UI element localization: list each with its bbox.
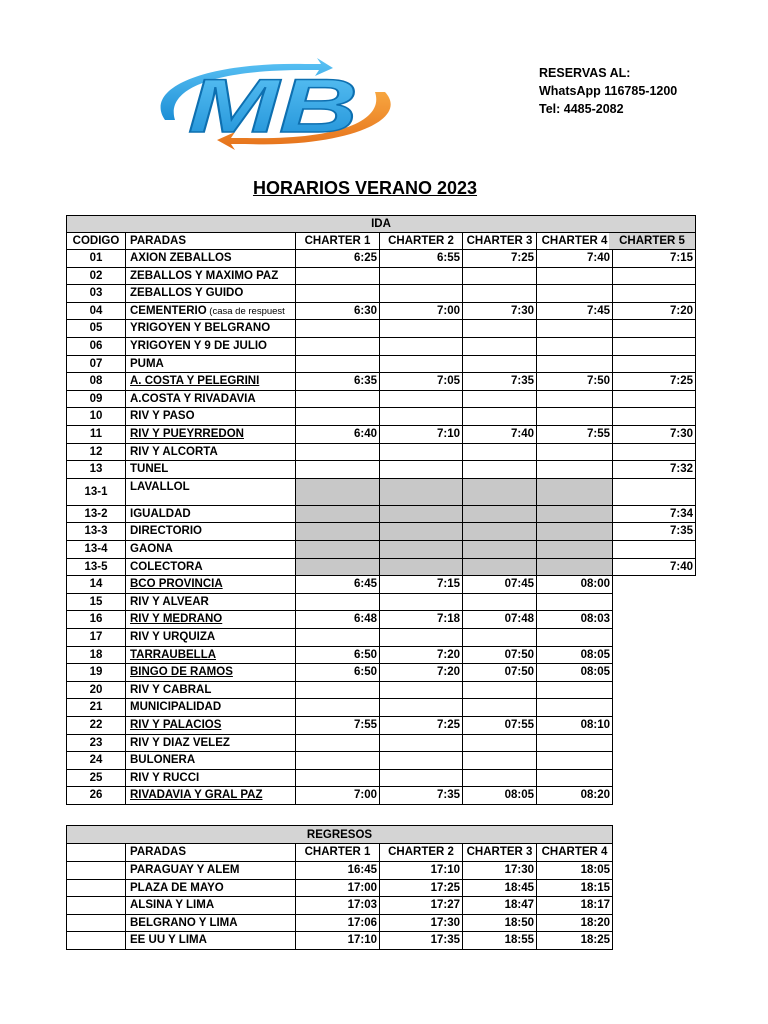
stop-name: BINGO DE RAMOS (130, 666, 233, 678)
ida-time-charter-3 (463, 391, 537, 408)
stop-name: ZEBALLOS Y MAXIMO PAZ (130, 270, 279, 282)
ida-code-cell: 13-3 (66, 523, 126, 541)
stop-name: COLECTORA (130, 561, 203, 573)
ida-time-charter-4 (537, 479, 613, 506)
ida-time-charter-2: 7:20 (380, 647, 463, 664)
regresos-blank-cell (66, 897, 126, 915)
ida-time-charter-1: 6:45 (296, 576, 380, 594)
regresos-section-label: REGRESOS (66, 825, 613, 844)
regresos-time-charter-3: 17:30 (463, 862, 537, 880)
regresos-stop-cell: ALSINA Y LIMA (126, 897, 296, 915)
ida-stop-cell (126, 268, 296, 285)
ida-code-cell: 09 (66, 391, 126, 408)
regresos-blank-cell (66, 880, 126, 897)
ida-time-charter-1 (296, 506, 380, 523)
ida-time-charter-2: 7:00 (380, 303, 463, 320)
ida-time-charter-3 (463, 408, 537, 426)
ida-time-charter-4 (537, 285, 613, 303)
ida-time-charter-4: 7:45 (537, 303, 613, 320)
ida-time-charter-3 (463, 479, 537, 506)
ida-time-charter-5: 7:35 (613, 523, 696, 541)
ida-time-charter-3 (463, 356, 537, 373)
stop-name: RIV Y RUCCI (130, 772, 200, 784)
ida-time-charter-1 (296, 594, 380, 611)
ida-time-charter-2 (380, 735, 463, 752)
ida-code-cell: 18 (66, 647, 126, 664)
ida-time-charter-3: 07:50 (463, 664, 537, 682)
ida-code-cell: 02 (66, 268, 126, 285)
ida-time-charter-5: 7:20 (613, 303, 696, 320)
regresos-blank-cell (66, 932, 126, 950)
ida-time-charter-1 (296, 479, 380, 506)
ida-time-charter-2 (380, 594, 463, 611)
ida-time-charter-1 (296, 559, 380, 576)
regresos-time-charter-4: 18:25 (537, 932, 613, 950)
ida-stop-cell (126, 320, 296, 338)
ida-time-charter-1 (296, 320, 380, 338)
ida-time-charter-5: 7:25 (613, 373, 696, 391)
stop-name: BULONERA (130, 754, 196, 766)
ida-time-charter-1 (296, 408, 380, 426)
ida-stop-cell (126, 699, 296, 717)
ida-code-cell: 24 (66, 752, 126, 770)
ida-stop-cell (126, 285, 296, 303)
regresos-header-charter-4: CHARTER 4 (537, 844, 613, 862)
ida-time-charter-2 (380, 320, 463, 338)
regresos-time-charter-4: 18:05 (537, 862, 613, 880)
ida-section-label: IDA (66, 215, 696, 233)
ida-time-charter-3 (463, 541, 537, 559)
stop-name: RIV Y DIAZ VELEZ (130, 737, 230, 749)
ida-stop-cell (126, 303, 296, 320)
ida-code-cell: 20 (66, 682, 126, 699)
ida-time-charter-2: 7:15 (380, 576, 463, 594)
ida-code-cell: 11 (66, 426, 126, 444)
ida-code-cell: 13-4 (66, 541, 126, 559)
ida-time-charter-1: 6:35 (296, 373, 380, 391)
ida-time-charter-3 (463, 523, 537, 541)
regresos-header-charter-2: CHARTER 2 (380, 844, 463, 862)
ida-stop-cell (126, 506, 296, 523)
ida-stop-cell (126, 682, 296, 699)
ida-time-charter-4: 08:05 (537, 647, 613, 664)
ida-stop-cell (126, 408, 296, 426)
regresos-stop-cell: PLAZA DE MAYO (126, 880, 296, 897)
ida-stop-cell (126, 611, 296, 629)
ida-time-charter-2: 7:10 (380, 426, 463, 444)
ida-stop-cell (126, 541, 296, 559)
ida-stop-cell (126, 426, 296, 444)
ida-code-cell: 16 (66, 611, 126, 629)
ida-stop-cell (126, 629, 296, 647)
regresos-time-charter-3: 18:55 (463, 932, 537, 950)
ida-code-cell: 14 (66, 576, 126, 594)
ida-time-charter-4 (537, 594, 613, 611)
ida-time-charter-3: 7:35 (463, 373, 537, 391)
ida-time-charter-5: 7:34 (613, 506, 696, 523)
ida-time-charter-2 (380, 444, 463, 461)
ida-time-charter-1 (296, 770, 380, 787)
stop-name: YRIGOYEN Y 9 DE JULIO (130, 340, 267, 352)
regresos-time-charter-2: 17:30 (380, 915, 463, 932)
ida-time-charter-2: 7:35 (380, 787, 463, 805)
stop-note: (casa de respuest (206, 306, 285, 317)
ida-header-charter-5: CHARTER 5 (609, 233, 696, 250)
ida-code-cell: 05 (66, 320, 126, 338)
ida-stop-cell (126, 770, 296, 787)
regresos-stop-cell: PARAGUAY Y ALEM (126, 862, 296, 880)
ida-time-charter-1: 6:48 (296, 611, 380, 629)
ida-time-charter-2 (380, 461, 463, 479)
ida-time-charter-4 (537, 506, 613, 523)
ida-code-cell: 19 (66, 664, 126, 682)
ida-time-charter-4 (537, 699, 613, 717)
ida-code-cell: 12 (66, 444, 126, 461)
ida-time-charter-4: 08:20 (537, 787, 613, 805)
ida-header-charter-4: CHARTER 4 (537, 233, 613, 250)
regresos-blank-cell (66, 915, 126, 932)
ida-time-charter-3 (463, 268, 537, 285)
ida-header-paradas: PARADAS (126, 233, 296, 250)
ida-code-cell: 10 (66, 408, 126, 426)
ida-time-charter-1 (296, 735, 380, 752)
ida-time-charter-4: 08:10 (537, 717, 613, 735)
ida-time-charter-3: 7:30 (463, 303, 537, 320)
ida-time-charter-1: 6:50 (296, 647, 380, 664)
ida-stop-cell (126, 338, 296, 356)
ida-time-charter-3: 07:55 (463, 717, 537, 735)
regresos-time-charter-1: 17:03 (296, 897, 380, 915)
regresos-time-charter-1: 17:06 (296, 915, 380, 932)
ida-time-charter-4 (537, 541, 613, 559)
regresos-stop-cell: BELGRANO Y LIMA (126, 915, 296, 932)
ida-time-charter-1: 7:55 (296, 717, 380, 735)
ida-time-charter-5 (613, 479, 696, 506)
ida-header-charter-3: CHARTER 3 (463, 233, 537, 250)
ida-time-charter-1 (296, 523, 380, 541)
ida-time-charter-3: 07:50 (463, 647, 537, 664)
ida-time-charter-2: 7:20 (380, 664, 463, 682)
ida-code-cell: 21 (66, 699, 126, 717)
ida-header-charter-1: CHARTER 1 (296, 233, 380, 250)
stop-name: BCO PROVINCIA (130, 578, 223, 590)
ida-code-cell: 26 (66, 787, 126, 805)
stop-name: TARRAUBELLA (130, 649, 217, 661)
ida-time-charter-5: 7:30 (613, 426, 696, 444)
ida-header-charter-2: CHARTER 2 (380, 233, 463, 250)
stop-name: RIV Y CABRAL (130, 684, 212, 696)
ida-stop-cell (126, 735, 296, 752)
ida-time-charter-4: 08:00 (537, 576, 613, 594)
regresos-header-blank (66, 844, 126, 862)
ida-code-cell: 03 (66, 285, 126, 303)
page-title: HORARIOS VERANO 2023 (252, 178, 478, 198)
ida-stop-cell (126, 356, 296, 373)
stop-name: RIV Y PASO (130, 410, 195, 422)
regresos-header-charter-3: CHARTER 3 (463, 844, 537, 862)
ida-time-charter-3 (463, 699, 537, 717)
regresos-time-charter-2: 17:10 (380, 862, 463, 880)
ida-stop-cell (126, 647, 296, 664)
regresos-header-paradas: PARADAS (126, 844, 296, 862)
ida-time-charter-5 (613, 338, 696, 356)
ida-time-charter-3: 08:05 (463, 787, 537, 805)
ida-time-charter-5 (613, 541, 696, 559)
ida-time-charter-2 (380, 338, 463, 356)
stop-name: RIV Y PALACIOS (130, 719, 222, 731)
ida-time-charter-5: 7:32 (613, 461, 696, 479)
ida-time-charter-1 (296, 752, 380, 770)
regresos-time-charter-3: 18:47 (463, 897, 537, 915)
ida-stop-cell (126, 717, 296, 735)
ida-time-charter-4: 08:05 (537, 664, 613, 682)
regresos-header-charter-1: CHARTER 1 (296, 844, 380, 862)
ida-time-charter-3 (463, 285, 537, 303)
regresos-time-charter-1: 17:00 (296, 880, 380, 897)
regresos-time-charter-4: 18:17 (537, 897, 613, 915)
ida-code-cell: 06 (66, 338, 126, 356)
ida-time-charter-3 (463, 320, 537, 338)
ida-time-charter-4 (537, 356, 613, 373)
ida-time-charter-5 (613, 320, 696, 338)
ida-time-charter-4: 7:50 (537, 373, 613, 391)
ida-time-charter-2 (380, 408, 463, 426)
ida-time-charter-3 (463, 752, 537, 770)
stop-name: A. COSTA Y PELEGRINI (130, 375, 260, 387)
ida-time-charter-2 (380, 752, 463, 770)
ida-time-charter-2: 7:18 (380, 611, 463, 629)
ida-time-charter-3: 07:48 (463, 611, 537, 629)
ida-code-cell: 22 (66, 717, 126, 735)
ida-time-charter-3: 07:45 (463, 576, 537, 594)
ida-time-charter-4 (537, 629, 613, 647)
ida-time-charter-4 (537, 268, 613, 285)
ida-time-charter-3 (463, 444, 537, 461)
ida-time-charter-4 (537, 391, 613, 408)
ida-time-charter-3 (463, 594, 537, 611)
stop-name: RIV Y PUEYRREDON (130, 428, 244, 440)
regresos-time-charter-3: 18:45 (463, 880, 537, 897)
ida-time-charter-2 (380, 523, 463, 541)
ida-header-codigo: CODIGO (66, 233, 126, 250)
ida-time-charter-2 (380, 285, 463, 303)
regresos-time-charter-2: 17:35 (380, 932, 463, 950)
regresos-stop-cell: EE UU Y LIMA (126, 932, 296, 950)
regresos-time-charter-1: 17:10 (296, 932, 380, 950)
ida-time-charter-5 (613, 444, 696, 461)
ida-time-charter-4: 08:03 (537, 611, 613, 629)
ida-time-charter-2: 7:25 (380, 717, 463, 735)
ida-time-charter-2 (380, 629, 463, 647)
ida-time-charter-4 (537, 559, 613, 576)
ida-time-charter-2 (380, 770, 463, 787)
ida-stop-cell (126, 391, 296, 408)
ida-time-charter-2 (380, 391, 463, 408)
ida-stop-cell (126, 594, 296, 611)
regresos-time-charter-4: 18:15 (537, 880, 613, 897)
stop-name: RIVADAVIA Y GRAL PAZ (130, 789, 263, 801)
ida-time-charter-3 (463, 559, 537, 576)
ida-time-charter-4 (537, 320, 613, 338)
stop-name: CEMENTERIO (130, 305, 207, 317)
regresos-time-charter-2: 17:27 (380, 897, 463, 915)
ida-time-charter-1: 6:25 (296, 250, 380, 268)
ida-time-charter-4: 7:55 (537, 426, 613, 444)
ida-time-charter-2 (380, 356, 463, 373)
ida-time-charter-1 (296, 461, 380, 479)
ida-code-cell: 04 (66, 303, 126, 320)
ida-time-charter-2 (380, 541, 463, 559)
stop-name: RIV Y URQUIZA (130, 631, 216, 643)
ida-code-cell: 08 (66, 373, 126, 391)
ida-stop-cell (126, 523, 296, 541)
stop-name: ZEBALLOS Y GUIDO (130, 287, 244, 299)
ida-time-charter-5: 7:15 (613, 250, 696, 268)
ida-time-charter-4 (537, 408, 613, 426)
ida-time-charter-4 (537, 682, 613, 699)
ida-stop-cell (126, 787, 296, 805)
ida-time-charter-1 (296, 391, 380, 408)
ida-time-charter-3 (463, 506, 537, 523)
ida-stop-cell (126, 559, 296, 576)
ida-time-charter-3 (463, 461, 537, 479)
regresos-blank-cell (66, 862, 126, 880)
ida-time-charter-3 (463, 770, 537, 787)
ida-time-charter-2 (380, 559, 463, 576)
ida-time-charter-3 (463, 338, 537, 356)
ida-code-cell: 13-1 (66, 479, 126, 506)
ida-time-charter-1: 6:30 (296, 303, 380, 320)
ida-code-cell: 17 (66, 629, 126, 647)
ida-code-cell: 25 (66, 770, 126, 787)
ida-time-charter-3: 7:40 (463, 426, 537, 444)
ida-time-charter-4 (537, 523, 613, 541)
stop-name: YRIGOYEN Y BELGRANO (130, 322, 271, 334)
ida-time-charter-4 (537, 770, 613, 787)
logo-text: MB (188, 64, 358, 149)
ida-time-charter-1: 6:50 (296, 664, 380, 682)
ida-code-cell: 23 (66, 735, 126, 752)
ida-time-charter-4 (537, 752, 613, 770)
ida-time-charter-1 (296, 541, 380, 559)
ida-stop-cell (126, 461, 296, 479)
regresos-time-charter-2: 17:25 (380, 880, 463, 897)
stop-name: RIV Y MEDRANO (130, 613, 223, 625)
ida-time-charter-3 (463, 735, 537, 752)
regresos-time-charter-4: 18:20 (537, 915, 613, 932)
ida-time-charter-5 (613, 391, 696, 408)
ida-time-charter-2 (380, 268, 463, 285)
mb-logo (135, 58, 415, 150)
ida-time-charter-1 (296, 338, 380, 356)
ida-time-charter-1 (296, 629, 380, 647)
stop-name: A.COSTA Y RIVADAVIA (130, 393, 256, 405)
ida-time-charter-4 (537, 461, 613, 479)
stop-name: RIV Y ALCORTA (130, 446, 218, 458)
stop-name: LAVALLOL (130, 481, 190, 493)
ida-code-cell: 13-5 (66, 559, 126, 576)
ida-time-charter-1 (296, 444, 380, 461)
ida-time-charter-2 (380, 506, 463, 523)
stop-name: TUNEL (130, 463, 169, 475)
ida-time-charter-2 (380, 479, 463, 506)
ida-time-charter-5 (613, 268, 696, 285)
contact-reservas: RESERVAS AL: (539, 66, 631, 80)
stop-name: IGUALDAD (130, 508, 191, 520)
contact-phone: Tel: 4485-2082 (539, 102, 624, 116)
ida-time-charter-3 (463, 629, 537, 647)
ida-code-cell: 15 (66, 594, 126, 611)
ida-time-charter-5 (613, 285, 696, 303)
ida-time-charter-1 (296, 285, 380, 303)
ida-time-charter-1 (296, 356, 380, 373)
ida-time-charter-5 (613, 356, 696, 373)
ida-time-charter-1 (296, 268, 380, 285)
ida-code-cell: 13-2 (66, 506, 126, 523)
ida-time-charter-5: 7:40 (613, 559, 696, 576)
ida-stop-cell (126, 479, 296, 506)
stop-name: PUMA (130, 358, 164, 370)
ida-stop-cell (126, 444, 296, 461)
ida-time-charter-1 (296, 682, 380, 699)
ida-time-charter-3: 7:25 (463, 250, 537, 268)
stop-name: MUNICIPALIDAD (130, 701, 222, 713)
stop-name: GAONA (130, 543, 173, 555)
ida-time-charter-4 (537, 338, 613, 356)
contact-info (539, 64, 677, 118)
ida-stop-cell (126, 576, 296, 594)
stop-name: DIRECTORIO (130, 525, 202, 537)
ida-time-charter-1 (296, 699, 380, 717)
stop-name: AXION ZEBALLOS (130, 252, 232, 264)
ida-code-cell: 07 (66, 356, 126, 373)
ida-code-cell: 01 (66, 250, 126, 268)
regresos-time-charter-3: 18:50 (463, 915, 537, 932)
ida-time-charter-4: 7:40 (537, 250, 613, 268)
ida-time-charter-2 (380, 682, 463, 699)
ida-time-charter-2: 6:55 (380, 250, 463, 268)
ida-time-charter-1: 7:00 (296, 787, 380, 805)
ida-time-charter-2 (380, 699, 463, 717)
ida-time-charter-1: 6:40 (296, 426, 380, 444)
contact-whatsapp: WhatsApp 116785-1200 (539, 84, 678, 98)
ida-time-charter-2: 7:05 (380, 373, 463, 391)
ida-stop-cell (126, 250, 296, 268)
ida-time-charter-5 (613, 408, 696, 426)
ida-code-cell: 13 (66, 461, 126, 479)
ida-time-charter-4 (537, 735, 613, 752)
stop-name: RIV Y ALVEAR (130, 596, 209, 608)
ida-stop-cell (126, 664, 296, 682)
regresos-time-charter-1: 16:45 (296, 862, 380, 880)
ida-stop-cell (126, 373, 296, 391)
ida-time-charter-4 (537, 444, 613, 461)
ida-time-charter-3 (463, 682, 537, 699)
ida-stop-cell (126, 752, 296, 770)
